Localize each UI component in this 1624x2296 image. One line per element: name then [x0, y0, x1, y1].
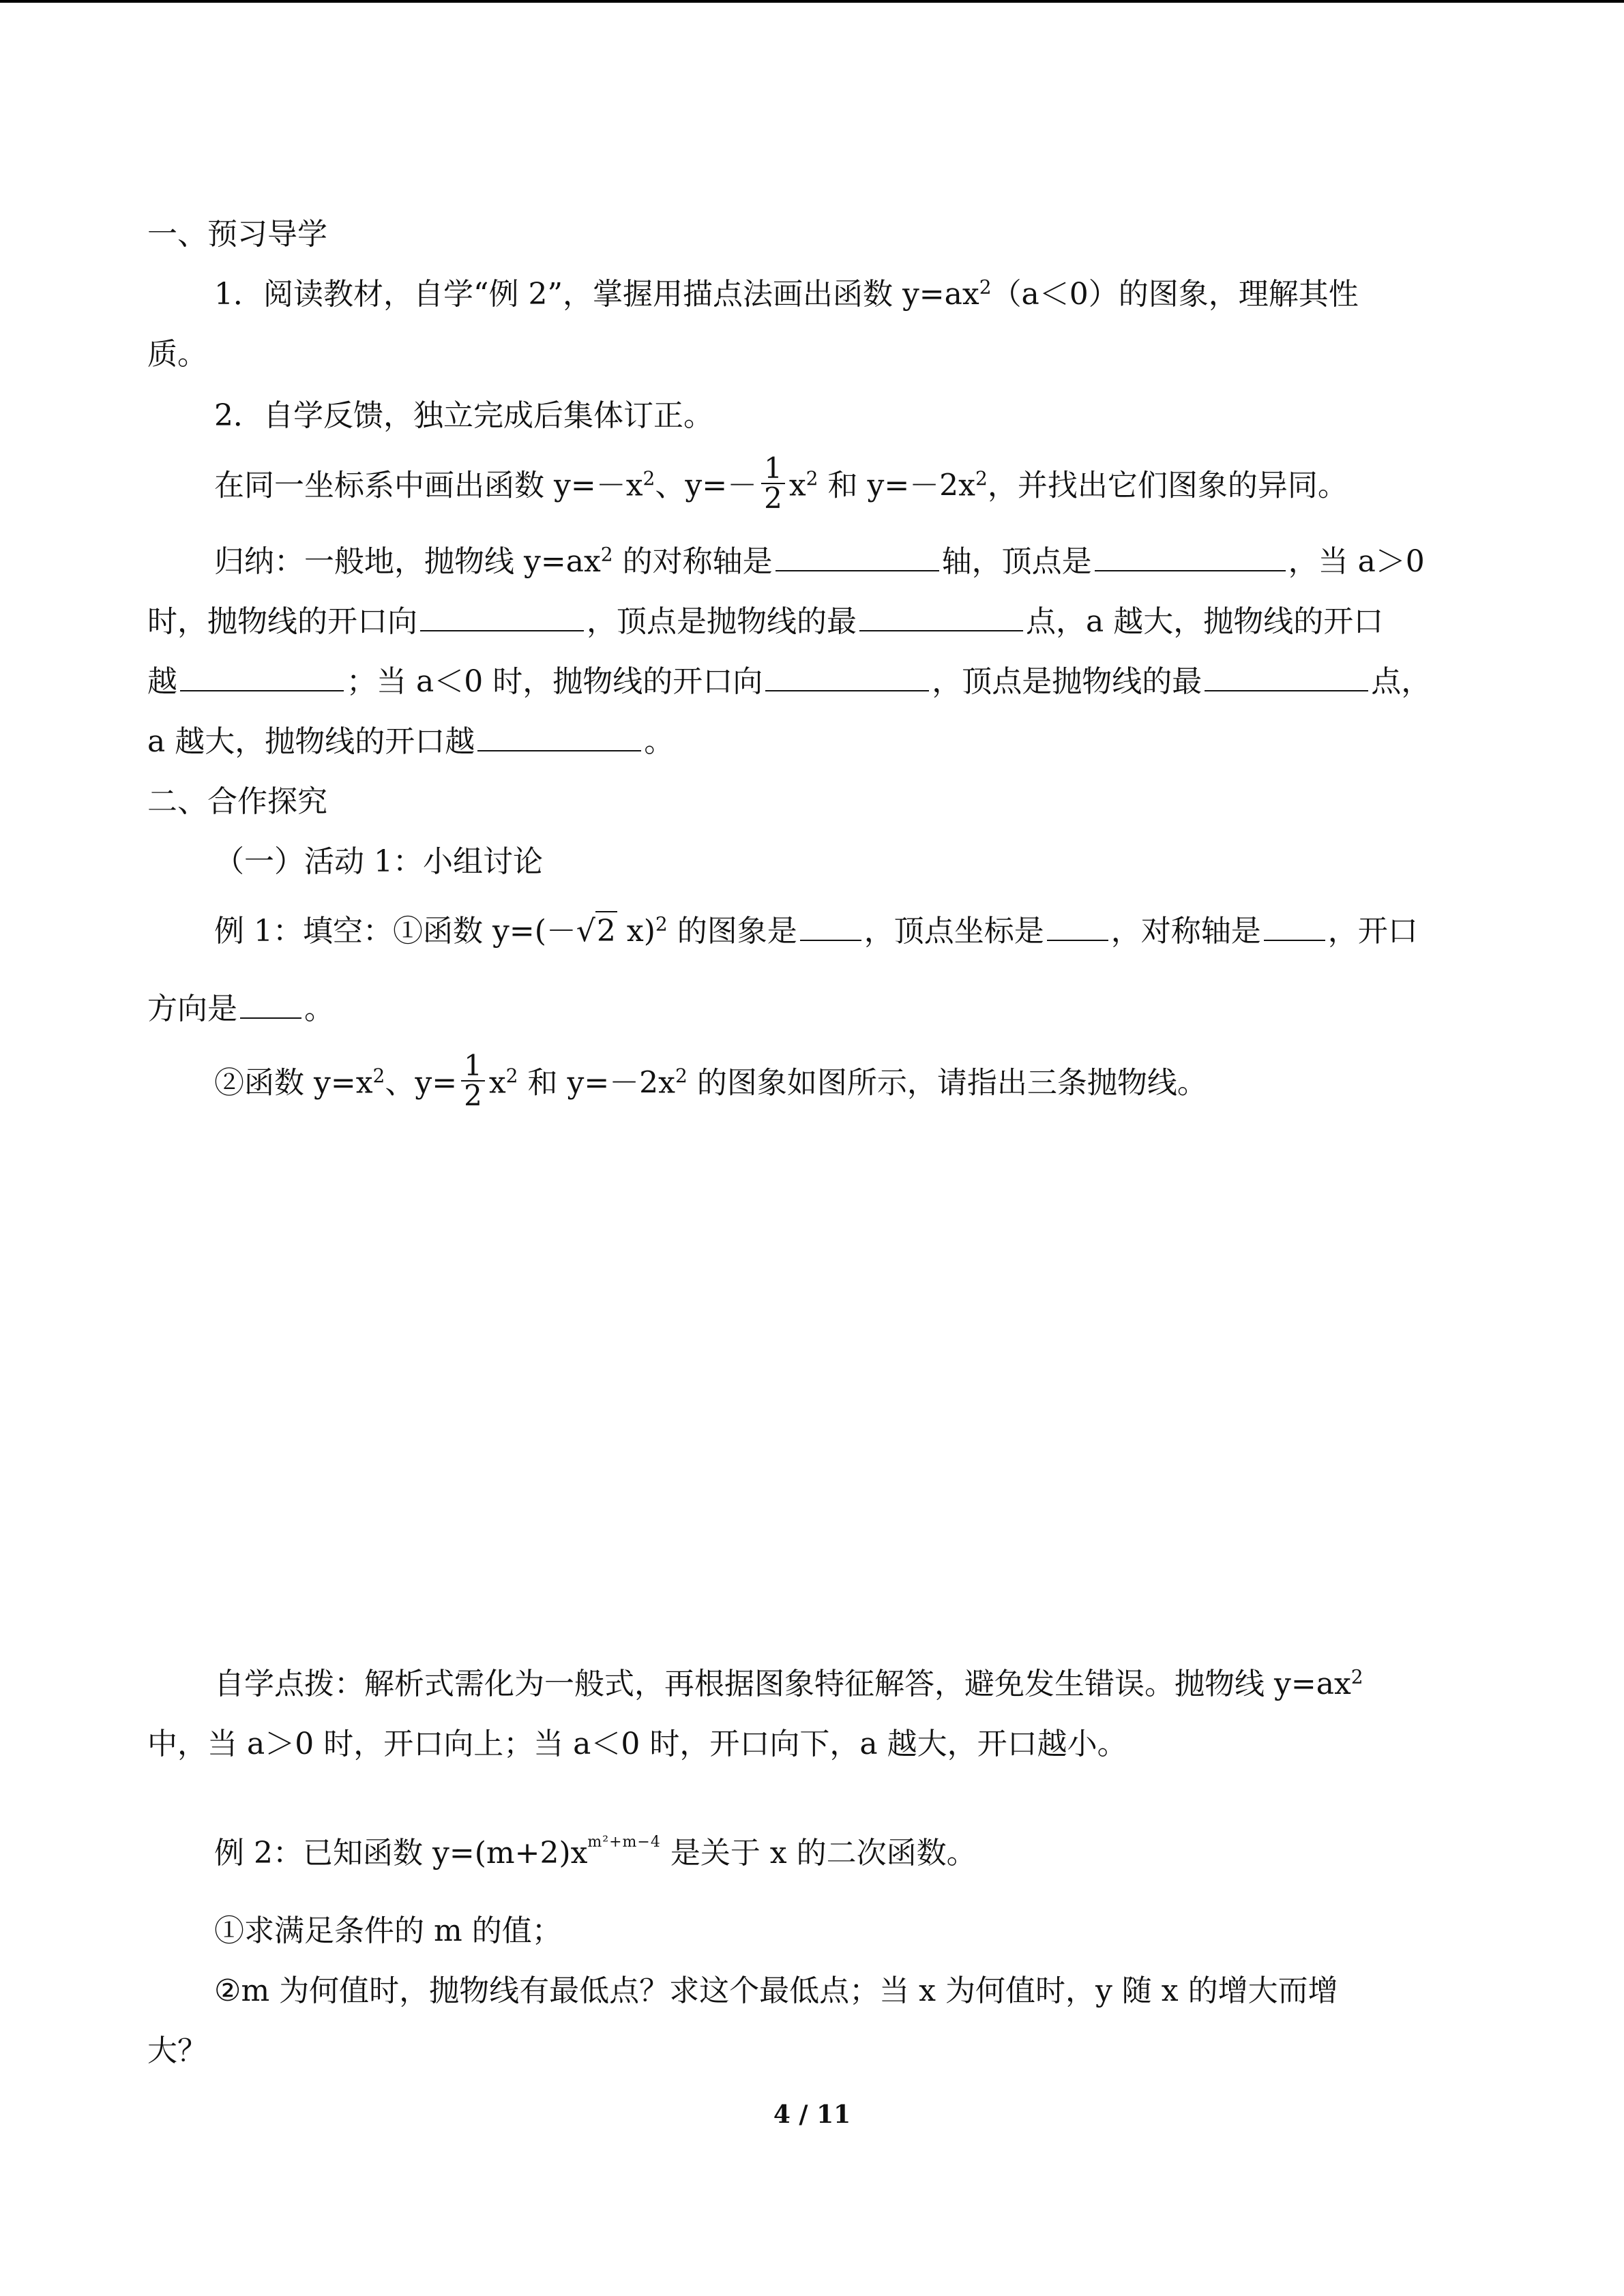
- item1-line: 1．阅读教材，自学“例 2”，掌握用描点法画出函数 $y=ax^2(a<0)$的图象，理解其性: [214, 275, 1359, 312]
- sqrt-symbol: √2: [576, 911, 617, 951]
- section2-heading: 二、合作探究: [147, 784, 327, 819]
- blank-open-dir-pos[interactable]: [420, 603, 584, 631]
- blank-axis[interactable]: [776, 543, 939, 571]
- fraction-one-half: $\frac{1}{2}$: [761, 454, 785, 513]
- example1-line: 例 1：填空：①函数 y=(－√2 x)$^2$ 的图象是 ，顶点坐标是 ，对称轴是 ，开口: [214, 911, 1418, 951]
- blank-axis-sym[interactable]: [1264, 912, 1325, 941]
- blank-extreme-pos[interactable]: [859, 603, 1023, 631]
- example2-line: 例 2：已知函数 $y=(m+2)x^{m^2+m-4}$ 是关于 x 的二次函数。: [214, 1834, 977, 1870]
- example1-continuation: 方向是 。: [147, 992, 334, 1026]
- blank-open-direction[interactable]: [240, 990, 301, 1019]
- example1-part2: ②函数 $y=x^2$、y= $\frac{1}{2}$ $x^2$ 和 $y=-2x^2$ 的图象如图所示，请指出三条抛物线。: [214, 1049, 1207, 1112]
- example2-q2-continuation: 大？: [147, 2033, 207, 2068]
- summary-line-4: a 越大，抛物线的开口越 。: [147, 724, 675, 759]
- blank-vertex[interactable]: [1095, 543, 1286, 571]
- hint-line-1: 自学点拨：解析式需化为一般式，再根据图象特征解答，避免发生错误。抛物线 $y=ax^2$: [214, 1665, 1363, 1701]
- example2-q1: ①求满足条件的 m 的值；: [214, 1913, 562, 1948]
- section1-heading: 一、预习导学: [147, 217, 327, 252]
- blank-width-neg[interactable]: [477, 723, 641, 751]
- top-border: [0, 0, 1624, 3]
- hint-line-2: 中，当 a＞0 时，开口向上；当 a＜0 时，开口向下，a 越大，开口越小。: [147, 1727, 1127, 1761]
- draw-instruction: 在同一坐标系中画出函数 $y=-x^2$、y=－ $\frac{1}{2}$ $x^2$ 和 $y=-2x^2$，并找出它们图象的异同。: [214, 451, 1348, 515]
- fraction-one-half-2: $\frac{1}{2}$: [461, 1052, 485, 1110]
- blank-vertex-coord[interactable]: [1047, 912, 1108, 941]
- item2-line: 2．自学反馈，独立完成后集体订正。: [214, 398, 713, 433]
- summary-line-3: 越 ；当 a＜0 时，抛物线的开口向 ，顶点是抛物线的最 点，: [147, 664, 1432, 699]
- item1-continuation: 质。: [147, 337, 207, 372]
- summary-line-1: 归纳：一般地，抛物线 $y=ax^2$ 的对称轴是 轴，顶点是 ，当 a＞0: [214, 543, 1425, 579]
- example2-q2: ②m 为何值时，抛物线有最低点？求这个最低点；当 x 为何值时，y 随 x 的增大而增: [214, 1973, 1338, 2008]
- page-number: 4 / 11: [773, 2100, 851, 2129]
- blank-graph[interactable]: [800, 912, 861, 941]
- activity1-heading: （一）活动 1：小组讨论: [214, 844, 543, 879]
- blank-width-pos[interactable]: [180, 663, 344, 691]
- summary-line-2: 时，抛物线的开口向 ，顶点是抛物线的最 点，a 越大，抛物线的开口: [147, 604, 1384, 639]
- blank-open-dir-neg[interactable]: [765, 663, 929, 691]
- blank-extreme-neg[interactable]: [1205, 663, 1368, 691]
